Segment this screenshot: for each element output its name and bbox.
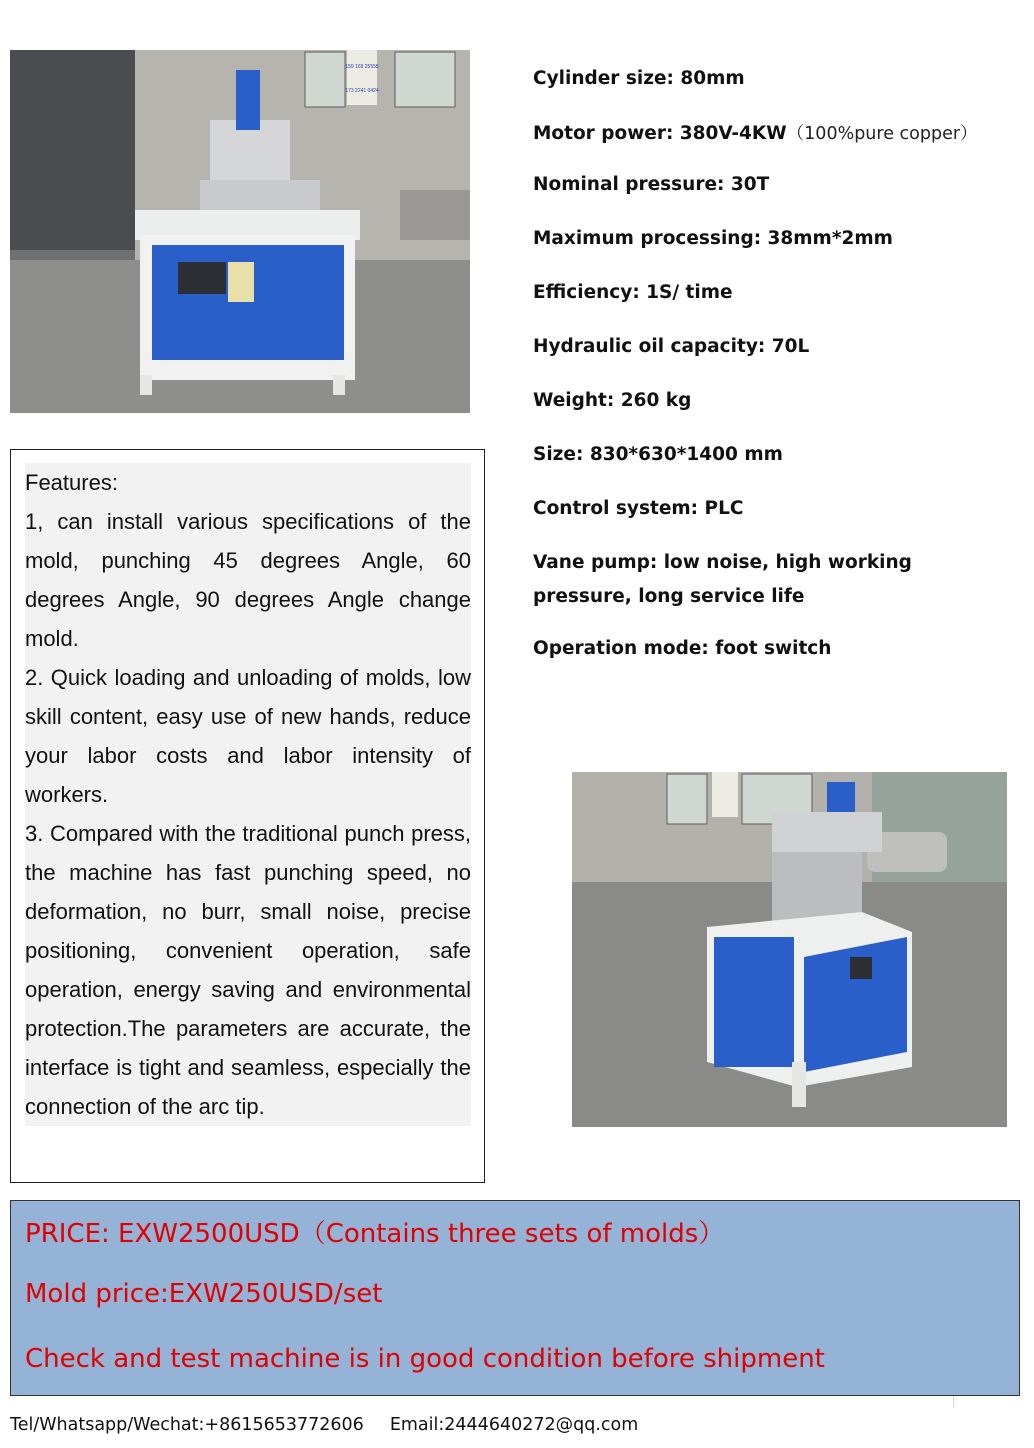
price-banner [10,1200,1020,1396]
spec-motor-power-note: （100%pure copper） [786,124,978,144]
price-text: PRICE: EXW2500USD（Contains three sets of molds） [25,1219,725,1249]
machine-photo-front [10,50,470,413]
spec-vane-pump: Vane pump: low noise, high working pressure, long service life [533,552,912,607]
divider [953,1396,954,1408]
contact-footer [10,1415,638,1435]
features-content [25,463,471,1126]
spec-efficiency: Efficiency: 1S/ time [533,282,733,303]
machine-photo-angle [572,772,1007,1127]
spec-motor-power-text: Motor power: 380V-4KW [533,123,787,144]
feature-item-1: 1, can install various specifications of the mold, punching 45 degrees Angle, 60 degrees Angle, 90 degrees Angle change mold. [25,509,471,651]
spec-motor-power [533,116,1003,152]
contact-email: Email:2444640272@qq.com [389,1415,639,1435]
mold-price-text: Mold price:EXW250USD/set [25,1279,383,1309]
spec-nominal-pressure: Nominal pressure: 30T [533,174,770,195]
features-title: Features: [25,470,118,495]
spec-operation-mode: Operation mode: foot switch [533,638,832,659]
contact-phone: Tel/Whatsapp/Wechat:+8615653772606 [10,1415,364,1435]
sign-text-2: 173 2241 0424 [345,88,379,94]
spec-control-system: Control system: PLC [533,498,744,519]
feature-item-2: 2. Quick loading and unloading of molds, low skill content, easy use of new hands, reduce your labor costs and labor intensity of workers. [25,665,471,807]
spec-weight: Weight: 260 kg [533,390,692,411]
spec-cylinder-size: Cylinder size: 80mm [533,68,745,89]
sign-text-1: 159 169 25555 [345,64,379,70]
spec-oil-capacity: Hydraulic oil capacity: 70L [533,336,810,357]
spec-list [533,62,1003,686]
spec-size: Size: 830*630*1400 mm [533,444,783,465]
feature-item-3: 3. Compared with the traditional punch press, the machine has fast punching speed, no deformation, no burr, small noise, precise positioning, convenient operation, safe operation, energy saving and environmental protection.The parameters are accurate, the interface is tight and seamless, especially the connection of the arc tip. [25,821,471,1119]
inspection-note: Check and test machine is in good condition before shipment [25,1344,825,1374]
spec-max-processing: Maximum processing: 38mm*2mm [533,228,893,249]
features-box [10,449,485,1183]
